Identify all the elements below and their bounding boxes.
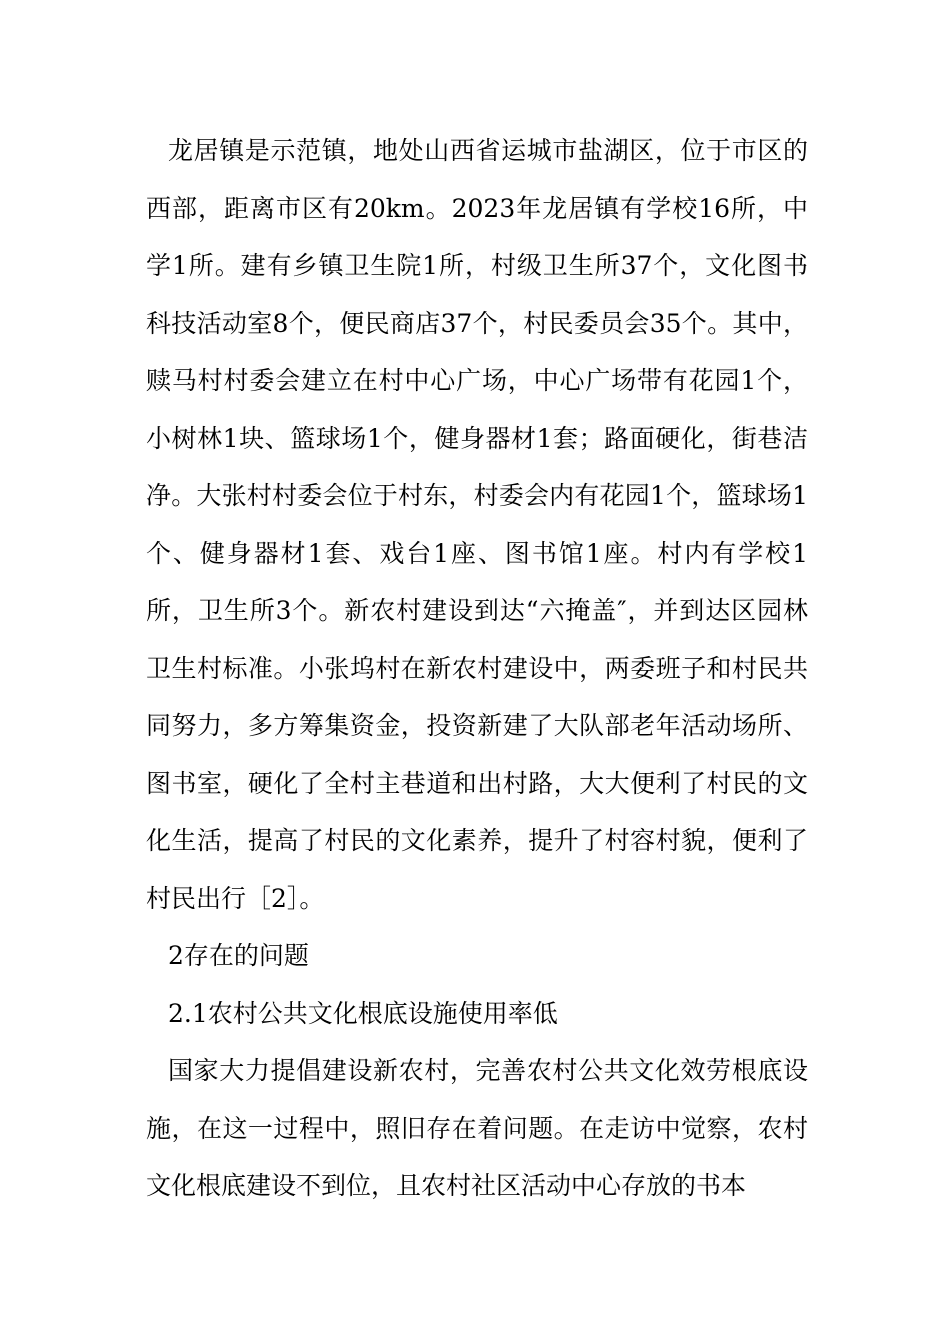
body-paragraph: 国家大力提倡建设新农村，完善农村公共文化效劳根底设施，在这一过程中，照旧存在着问题。在走访中觉察，农村文化根底建设不到位，且农村社区活动中心存放的书本 bbox=[146, 1056, 808, 1200]
body-paragraph: 龙居镇是示范镇，地处山西省运城市盐湖区，位于市区的西部，距离市区有20km。2023年龙居镇有学校16所，中学1所。建有乡镇卫生院1所，村级卫生所37个，文化图书科技活动室8个，便民商店37个，村民委员会35个。其中，赎马村村委会建立在村中心广场，中心广场带有花园1个，小树林1块、篮球场1个，健身器材1套；路面硬化，街巷洁净。大张村村委会位于村东，村委会内有花园1个，篮球场1个、健身器材1套、戏台1座、图书馆1座。村内有学校1所，卫生所3个。新农村建设到达“六掩盖″，并到达区园林卫生村标准。小张坞村在新农村建设中，两委班子和村民共同努力，多方筹集资金，投资新建了大队部老年活动场所、图书室，硬化了全村主巷道和出村路，大大便利了村民的文化生活，提高了村民的文化素养，提升了村容村貌，便利了村民出行［2］。 bbox=[146, 136, 808, 913]
subsection-heading: 2.1农村公共文化根底设施使用率低 bbox=[168, 998, 558, 1028]
document-body bbox=[146, 122, 808, 1215]
section-heading: 2存在的问题 bbox=[168, 941, 309, 970]
